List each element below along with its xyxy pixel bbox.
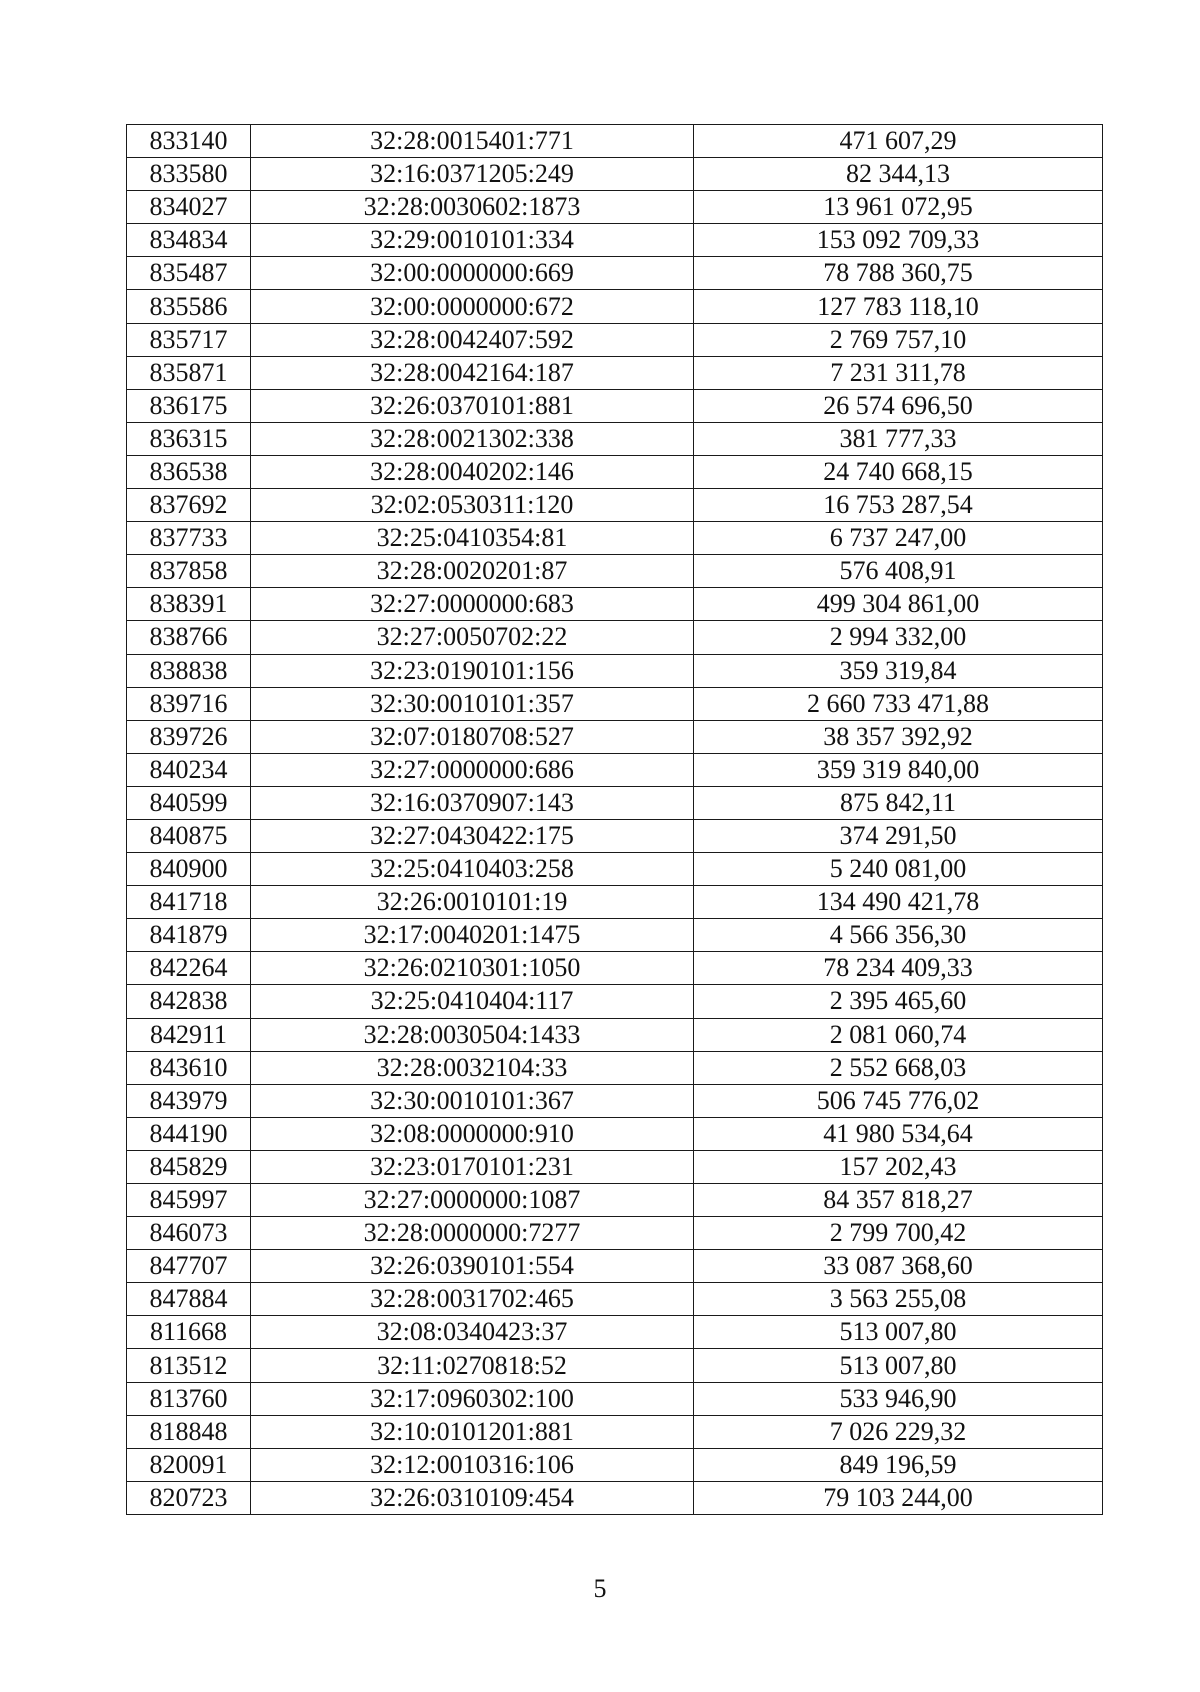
cadastral-value-cell: 78 788 360,75 [694,257,1103,290]
table-row [127,1250,1103,1283]
table-row [127,1481,1103,1514]
cadastral-value-cell: 79 103 244,00 [694,1481,1103,1514]
cadastral-value-cell: 82 344,13 [694,158,1103,191]
table-body [127,125,1103,1515]
cadastral-number-cell: 32:29:0010101:334 [251,224,694,257]
cadastral-number-cell: 32:27:0000000:683 [251,588,694,621]
row-id-cell: 845829 [127,1150,251,1183]
cadastral-value-cell: 127 783 118,10 [694,290,1103,323]
cadastral-value-cell: 513 007,80 [694,1349,1103,1382]
cadastral-value-cell: 576 408,91 [694,555,1103,588]
row-id-cell: 813512 [127,1349,251,1382]
cadastral-value-cell: 16 753 287,54 [694,489,1103,522]
cadastral-value-cell: 359 319 840,00 [694,753,1103,786]
table-row [127,224,1103,257]
table-row [127,455,1103,488]
table-row [127,1051,1103,1084]
cadastral-number-cell: 32:00:0000000:669 [251,257,694,290]
cadastral-value-cell: 359 319,84 [694,654,1103,687]
cadastral-value-cell: 533 946,90 [694,1382,1103,1415]
cadastral-number-cell: 32:16:0371205:249 [251,158,694,191]
cadastral-number-cell: 32:27:0000000:686 [251,753,694,786]
cadastral-value-cell: 3 563 255,08 [694,1283,1103,1316]
cadastral-number-cell: 32:28:0020201:87 [251,555,694,588]
cadastral-number-cell: 32:28:0032104:33 [251,1051,694,1084]
row-id-cell: 842838 [127,985,251,1018]
row-id-cell: 842911 [127,1018,251,1051]
cadastral-value-cell: 6 737 247,00 [694,522,1103,555]
row-id-cell: 838391 [127,588,251,621]
row-id-cell: 839726 [127,720,251,753]
row-id-cell: 846073 [127,1217,251,1250]
row-id-cell: 843979 [127,1084,251,1117]
cadastral-value-cell: 41 980 534,64 [694,1117,1103,1150]
row-id-cell: 847884 [127,1283,251,1316]
row-id-cell: 840900 [127,853,251,886]
row-id-cell: 836538 [127,455,251,488]
cadastral-number-cell: 32:28:0030602:1873 [251,191,694,224]
row-id-cell: 835487 [127,257,251,290]
table-row [127,1283,1103,1316]
row-id-cell: 818848 [127,1415,251,1448]
cadastral-number-cell: 32:28:0015401:771 [251,125,694,158]
cadastral-value-cell: 26 574 696,50 [694,389,1103,422]
row-id-cell: 847707 [127,1250,251,1283]
row-id-cell: 820091 [127,1448,251,1481]
cadastral-value-cell: 2 769 757,10 [694,323,1103,356]
row-id-cell: 841718 [127,886,251,919]
row-id-cell: 843610 [127,1051,251,1084]
table-row [127,753,1103,786]
cadastral-value-cell: 4 566 356,30 [694,919,1103,952]
table-row [127,555,1103,588]
cadastral-number-cell: 32:25:0410404:117 [251,985,694,1018]
table-row [127,522,1103,555]
cadastral-value-cell: 13 961 072,95 [694,191,1103,224]
row-id-cell: 839716 [127,687,251,720]
cadastral-number-cell: 32:23:0190101:156 [251,654,694,687]
table-row [127,158,1103,191]
table-row [127,687,1103,720]
row-id-cell: 837733 [127,522,251,555]
cadastral-number-cell: 32:17:0960302:100 [251,1382,694,1415]
cadastral-number-cell: 32:00:0000000:672 [251,290,694,323]
cadastral-number-cell: 32:08:0000000:910 [251,1117,694,1150]
cadastral-number-cell: 32:27:0050702:22 [251,621,694,654]
table-row [127,1316,1103,1349]
cadastral-number-cell: 32:28:0031702:465 [251,1283,694,1316]
table-row [127,125,1103,158]
cadastral-number-cell: 32:28:0042164:187 [251,356,694,389]
cadastral-value-cell: 875 842,11 [694,786,1103,819]
table-row [127,389,1103,422]
row-id-cell: 833580 [127,158,251,191]
cadastral-number-cell: 32:17:0040201:1475 [251,919,694,952]
cadastral-value-cell: 471 607,29 [694,125,1103,158]
row-id-cell: 840599 [127,786,251,819]
cadastral-value-cell: 78 234 409,33 [694,952,1103,985]
row-id-cell: 838838 [127,654,251,687]
cadastral-number-cell: 32:28:0021302:338 [251,422,694,455]
cadastral-number-cell: 32:08:0340423:37 [251,1316,694,1349]
cadastral-number-cell: 32:02:0530311:120 [251,489,694,522]
row-id-cell: 840234 [127,753,251,786]
cadastral-value-cell: 2 660 733 471,88 [694,687,1103,720]
cadastral-value-cell: 513 007,80 [694,1316,1103,1349]
table-row [127,720,1103,753]
row-id-cell: 813760 [127,1382,251,1415]
table-row [127,952,1103,985]
table-row [127,1382,1103,1415]
table-row [127,1184,1103,1217]
cadastral-value-cell: 134 490 421,78 [694,886,1103,919]
cadastral-number-cell: 32:10:0101201:881 [251,1415,694,1448]
cadastral-number-cell: 32:23:0170101:231 [251,1150,694,1183]
cadastral-value-cell: 499 304 861,00 [694,588,1103,621]
row-id-cell: 820723 [127,1481,251,1514]
cadastral-number-cell: 32:25:0410354:81 [251,522,694,555]
row-id-cell: 833140 [127,125,251,158]
row-id-cell: 834834 [127,224,251,257]
table-row [127,819,1103,852]
cadastral-value-cell: 5 240 081,00 [694,853,1103,886]
table-row [127,1448,1103,1481]
cadastral-value-cell: 374 291,50 [694,819,1103,852]
row-id-cell: 835586 [127,290,251,323]
cadastral-number-cell: 32:28:0042407:592 [251,323,694,356]
row-id-cell: 845997 [127,1184,251,1217]
cadastral-number-cell: 32:30:0010101:357 [251,687,694,720]
cadastral-number-cell: 32:26:0370101:881 [251,389,694,422]
table-row [127,489,1103,522]
row-id-cell: 811668 [127,1316,251,1349]
cadastral-value-cell: 84 357 818,27 [694,1184,1103,1217]
table-row [127,654,1103,687]
cadastral-value-cell: 2 081 060,74 [694,1018,1103,1051]
cadastral-number-cell: 32:26:0210301:1050 [251,952,694,985]
table-row [127,1084,1103,1117]
table-row [127,422,1103,455]
cadastral-number-cell: 32:26:0390101:554 [251,1250,694,1283]
table-row [127,257,1103,290]
row-id-cell: 835717 [127,323,251,356]
cadastral-number-cell: 32:27:0000000:1087 [251,1184,694,1217]
row-id-cell: 837858 [127,555,251,588]
cadastral-number-cell: 32:25:0410403:258 [251,853,694,886]
cadastral-value-cell: 7 231 311,78 [694,356,1103,389]
table-row [127,985,1103,1018]
cadastral-value-cell: 506 745 776,02 [694,1084,1103,1117]
row-id-cell: 842264 [127,952,251,985]
cadastral-number-cell: 32:27:0430422:175 [251,819,694,852]
cadastral-number-cell: 32:12:0010316:106 [251,1448,694,1481]
cadastral-value-cell: 2 395 465,60 [694,985,1103,1018]
cadastral-value-cell: 849 196,59 [694,1448,1103,1481]
table-row [127,621,1103,654]
table-row [127,588,1103,621]
page-number: 5 [593,1574,607,1603]
row-id-cell: 841879 [127,919,251,952]
table-row [127,356,1103,389]
row-id-cell: 840875 [127,819,251,852]
cadastral-value-cell: 2 994 332,00 [694,621,1103,654]
cadastral-number-cell: 32:26:0010101:19 [251,886,694,919]
row-id-cell: 838766 [127,621,251,654]
row-id-cell: 836175 [127,389,251,422]
cadastral-value-cell: 2 552 668,03 [694,1051,1103,1084]
cadastral-value-cell: 33 087 368,60 [694,1250,1103,1283]
table-row [127,290,1103,323]
cadastral-number-cell: 32:16:0370907:143 [251,786,694,819]
cadastral-number-cell: 32:28:0000000:7277 [251,1217,694,1250]
row-id-cell: 836315 [127,422,251,455]
cadastral-value-cell: 38 357 392,92 [694,720,1103,753]
row-id-cell: 834027 [127,191,251,224]
cadastral-value-table [126,124,1103,1515]
table-row [127,886,1103,919]
table-row [127,1415,1103,1448]
table-row [127,919,1103,952]
cadastral-number-cell: 32:11:0270818:52 [251,1349,694,1382]
cadastral-number-cell: 32:26:0310109:454 [251,1481,694,1514]
cadastral-value-cell: 2 799 700,42 [694,1217,1103,1250]
cadastral-number-cell: 32:07:0180708:527 [251,720,694,753]
cadastral-value-cell: 7 026 229,32 [694,1415,1103,1448]
table-row [127,786,1103,819]
table-row [127,1117,1103,1150]
cadastral-value-cell: 157 202,43 [694,1150,1103,1183]
table-row [127,191,1103,224]
cadastral-value-cell: 381 777,33 [694,422,1103,455]
table-row [127,1150,1103,1183]
table-row [127,1349,1103,1382]
cadastral-value-cell: 153 092 709,33 [694,224,1103,257]
cadastral-number-cell: 32:28:0030504:1433 [251,1018,694,1051]
row-id-cell: 844190 [127,1117,251,1150]
table-row [127,1217,1103,1250]
table-row [127,853,1103,886]
row-id-cell: 837692 [127,489,251,522]
row-id-cell: 835871 [127,356,251,389]
cadastral-number-cell: 32:30:0010101:367 [251,1084,694,1117]
cadastral-number-cell: 32:28:0040202:146 [251,455,694,488]
table-row [127,1018,1103,1051]
cadastral-value-cell: 24 740 668,15 [694,455,1103,488]
table-row [127,323,1103,356]
